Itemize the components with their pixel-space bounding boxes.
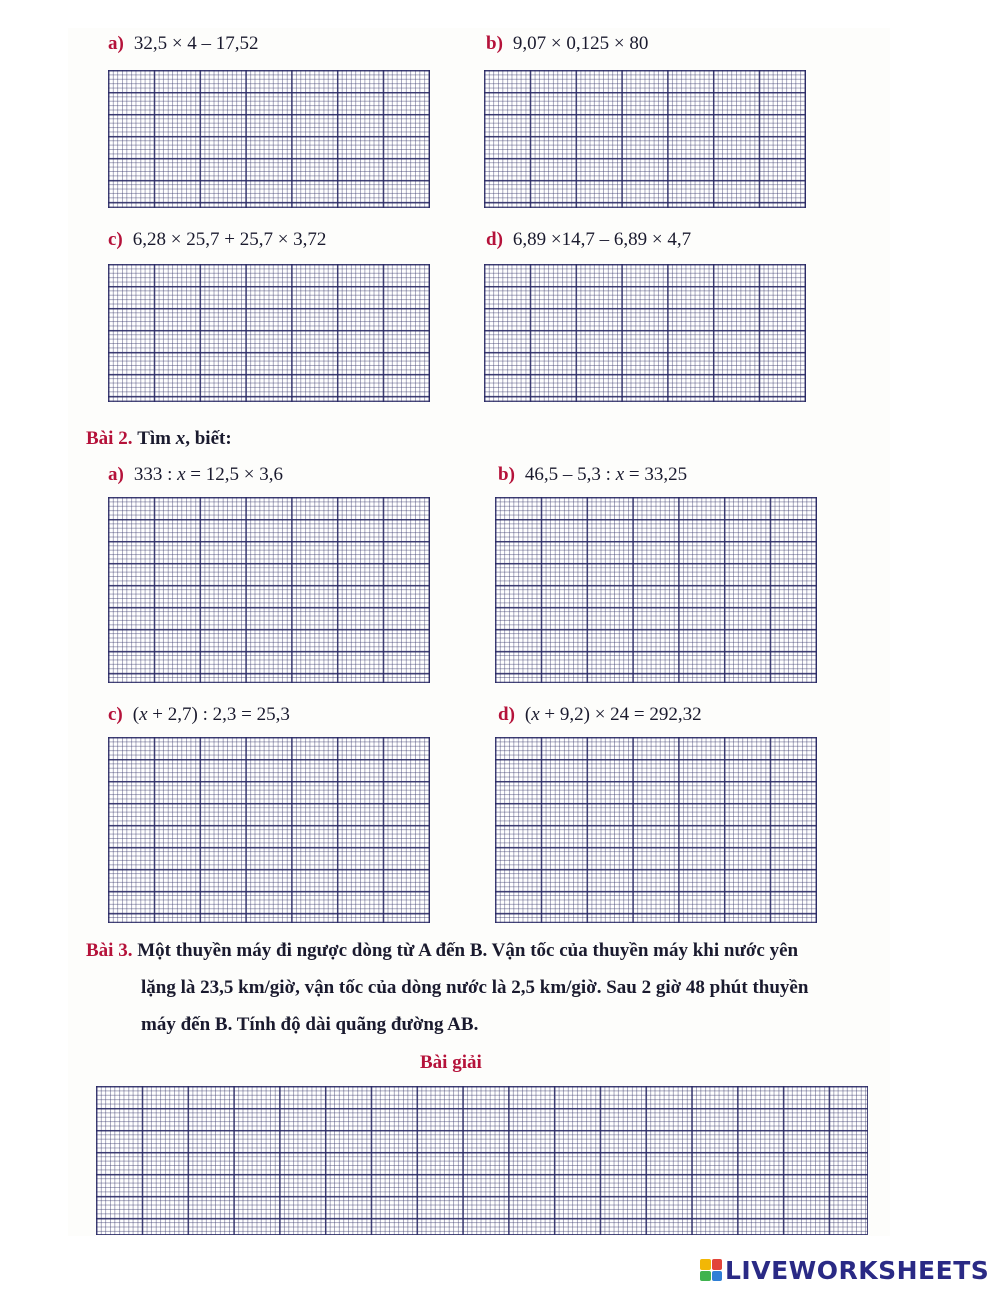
ex2-a-label bbox=[108, 464, 283, 486]
ex1-b-expression: 9,07 × 0,125 × 80 bbox=[512, 33, 649, 54]
ex1-c-expression: 6,28 × 25,7 + 25,7 × 3,72 bbox=[132, 229, 327, 250]
ex1-b-letter: b) bbox=[486, 33, 503, 54]
ex2-a-letter: a) bbox=[108, 464, 124, 485]
ex3-line-2: lặng là 23,5 km/giờ, vận tốc của dòng nước là 2,5 km/giờ. Sau 2 giờ 48 phút thuyền bbox=[141, 977, 809, 998]
ex1-a-label bbox=[108, 33, 259, 55]
ex1-a-expression: 32,5 × 4 – 17,52 bbox=[133, 33, 259, 54]
ex1-c-letter: c) bbox=[108, 229, 123, 250]
ex2-d-letter: d) bbox=[498, 704, 515, 725]
ex2-c-answer-grid[interactable] bbox=[108, 737, 430, 923]
ex1-a-answer-grid[interactable] bbox=[108, 70, 430, 208]
logo-square-icon bbox=[700, 1259, 711, 1270]
ex1-a-letter: a) bbox=[108, 33, 124, 54]
ex2-b-label bbox=[498, 464, 687, 486]
ex2-a-expression: 333 : x = 12,5 × 3,6 bbox=[133, 464, 283, 485]
ex3-line-1-text: Một thuyền máy đi ngược dòng từ A đến B. Vận tốc của thuyền máy khi nước yên bbox=[137, 940, 799, 961]
ex3-problem bbox=[86, 932, 886, 1043]
ex2-heading-text: Tìm x, biết: bbox=[137, 428, 232, 449]
logo-square-icon bbox=[712, 1259, 723, 1270]
ex1-d-label bbox=[486, 229, 691, 251]
ex3-line-1 bbox=[86, 932, 886, 969]
ex2-d-answer-grid[interactable] bbox=[495, 737, 817, 923]
ex2-heading bbox=[86, 428, 232, 450]
ex1-b-label bbox=[486, 33, 648, 55]
liveworksheets-logo bbox=[700, 1256, 989, 1284]
ex2-heading-label: Bài 2. bbox=[86, 428, 133, 449]
ex1-d-answer-grid[interactable] bbox=[484, 264, 806, 402]
ex2-b-letter: b) bbox=[498, 464, 515, 485]
ex3-label: Bài 3. bbox=[86, 940, 133, 961]
ex2-c-expression: (x + 2,7) : 2,3 = 25,3 bbox=[132, 704, 290, 725]
logo-text: LIVEWORKSHEETS bbox=[725, 1255, 990, 1285]
ex1-d-letter: d) bbox=[486, 229, 503, 250]
ex1-d-expression: 6,89 ×14,7 – 6,89 × 4,7 bbox=[512, 229, 692, 250]
solution-title: Bài giải bbox=[420, 1052, 482, 1073]
logo-square-icon bbox=[700, 1271, 711, 1282]
ex2-b-answer-grid[interactable] bbox=[495, 497, 817, 683]
ex3-solution-grid[interactable] bbox=[96, 1086, 868, 1235]
ex3-line-3: máy đến B. Tính độ dài quãng đường AB. bbox=[141, 1014, 479, 1035]
ex1-c-answer-grid[interactable] bbox=[108, 264, 430, 402]
ex1-c-label bbox=[108, 229, 326, 251]
logo-mark-icon bbox=[700, 1259, 722, 1281]
ex2-d-label bbox=[498, 704, 702, 726]
ex1-b-answer-grid[interactable] bbox=[484, 70, 806, 208]
ex2-a-answer-grid[interactable] bbox=[108, 497, 430, 683]
ex2-d-expression: (x + 9,2) × 24 = 292,32 bbox=[524, 704, 702, 725]
logo-square-icon bbox=[712, 1271, 723, 1282]
ex2-c-letter: c) bbox=[108, 704, 123, 725]
ex2-b-expression: 46,5 – 5,3 : x = 33,25 bbox=[524, 464, 688, 485]
ex2-c-label bbox=[108, 704, 290, 726]
